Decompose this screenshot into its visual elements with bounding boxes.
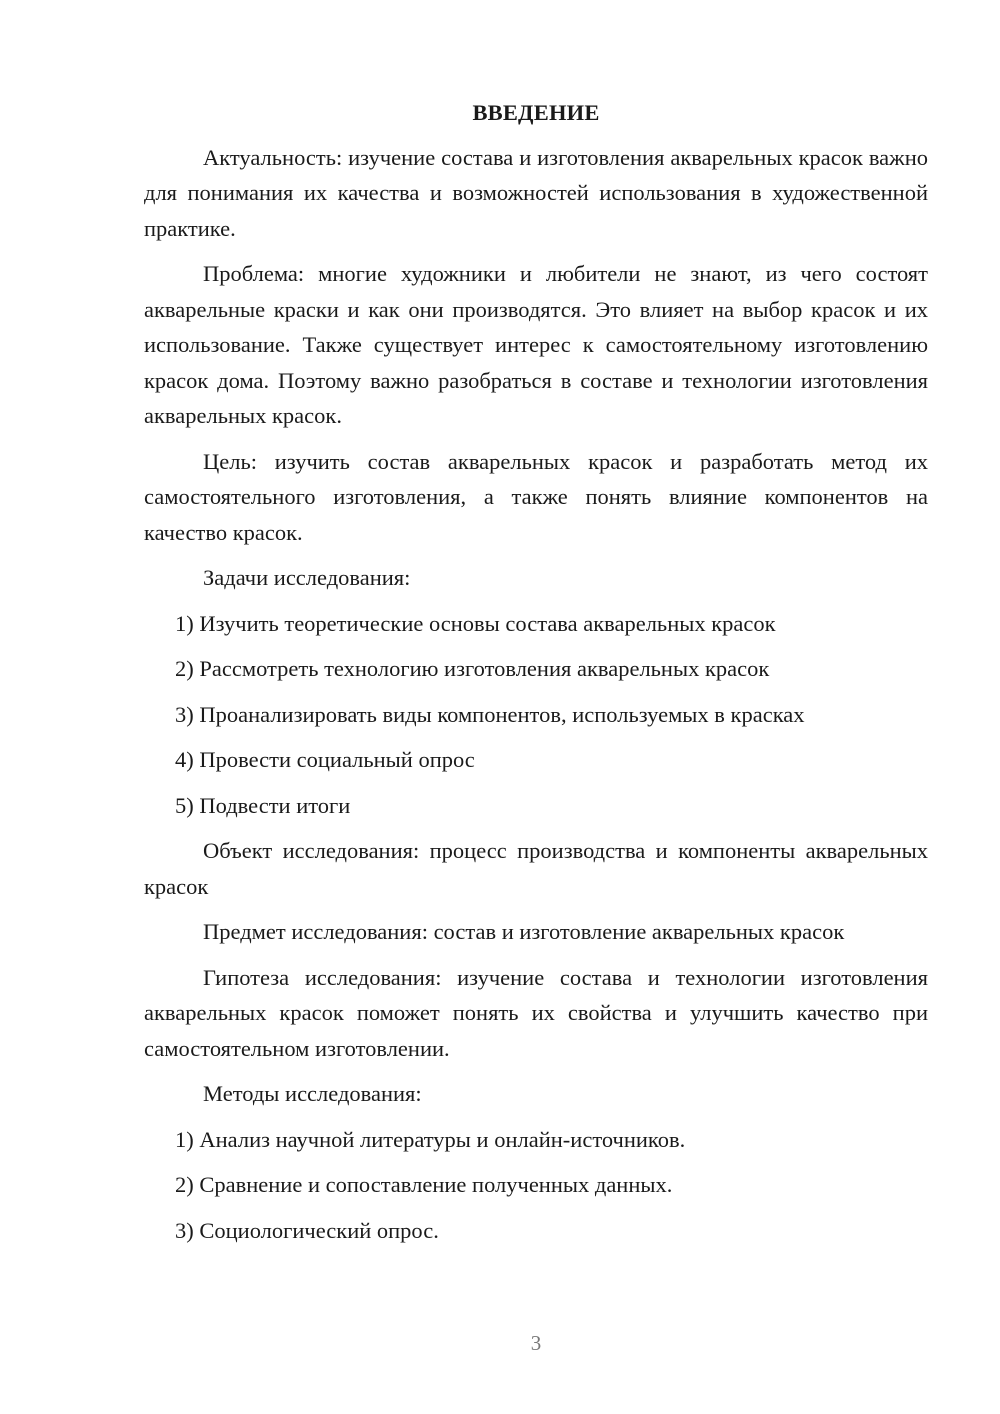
object-paragraph: Объект исследования: процесс производства и компоненты акварельных красок [144,838,928,899]
method-item-3: 3) Социологический опрос. [175,1217,439,1243]
task-item-1: 1) Изучить теоретические основы состава акварельных красок [175,610,776,636]
section-title: ВВЕДЕНИЕ [472,100,600,125]
method-item-2: 2) Сравнение и сопоставление полученных данных. [175,1172,673,1197]
task-item-5: 5) Подвести итоги [175,792,351,818]
tasks-list [144,606,928,824]
problem-paragraph: Проблема: многие художники и любители не знают, из чего состоят акварельные краски и как они производятся. Это влияет на выбор красок и их использование. Также существует интерес к самостоятельному изготовлению красок дома. Поэтому важно разобраться в составе и технологии изготовления акварельных красок. [144,261,928,428]
relevance-paragraph: Актуальность: изучение состава и изготовления акварельных красок важно для понимания их качества и возможностей использования в художественной практике. [144,144,928,241]
task-item-2: 2) Рассмотреть технологию изготовления акварельных красок [175,656,770,681]
task-item-3: 3) Проанализировать виды компонентов, используемых в красках [175,701,805,727]
document-page [144,95,928,1258]
tasks-heading: Задачи исследования: [203,565,411,590]
methods-heading: Методы исследования: [203,1081,422,1106]
method-item-1: 1) Анализ научной литературы и онлайн-источников. [175,1126,686,1152]
subject-paragraph: Предмет исследования: состав и изготовление акварельных красок [203,919,845,944]
goal-paragraph: Цель: изучить состав акварельных красок и разработать метод их самостоятельного изготовления, а также понять влияние компонентов на качество красок. [144,448,928,545]
methods-list [144,1122,928,1249]
page-number: 3 [530,1331,542,1355]
task-item-4: 4) Провести социальный опрос [175,747,475,772]
hypothesis-paragraph: Гипотеза исследования: изучение состава и технологии изготовления акварельных красок поможет понять их свойства и улучшить качество при самостоятельном изготовлении. [144,964,928,1061]
